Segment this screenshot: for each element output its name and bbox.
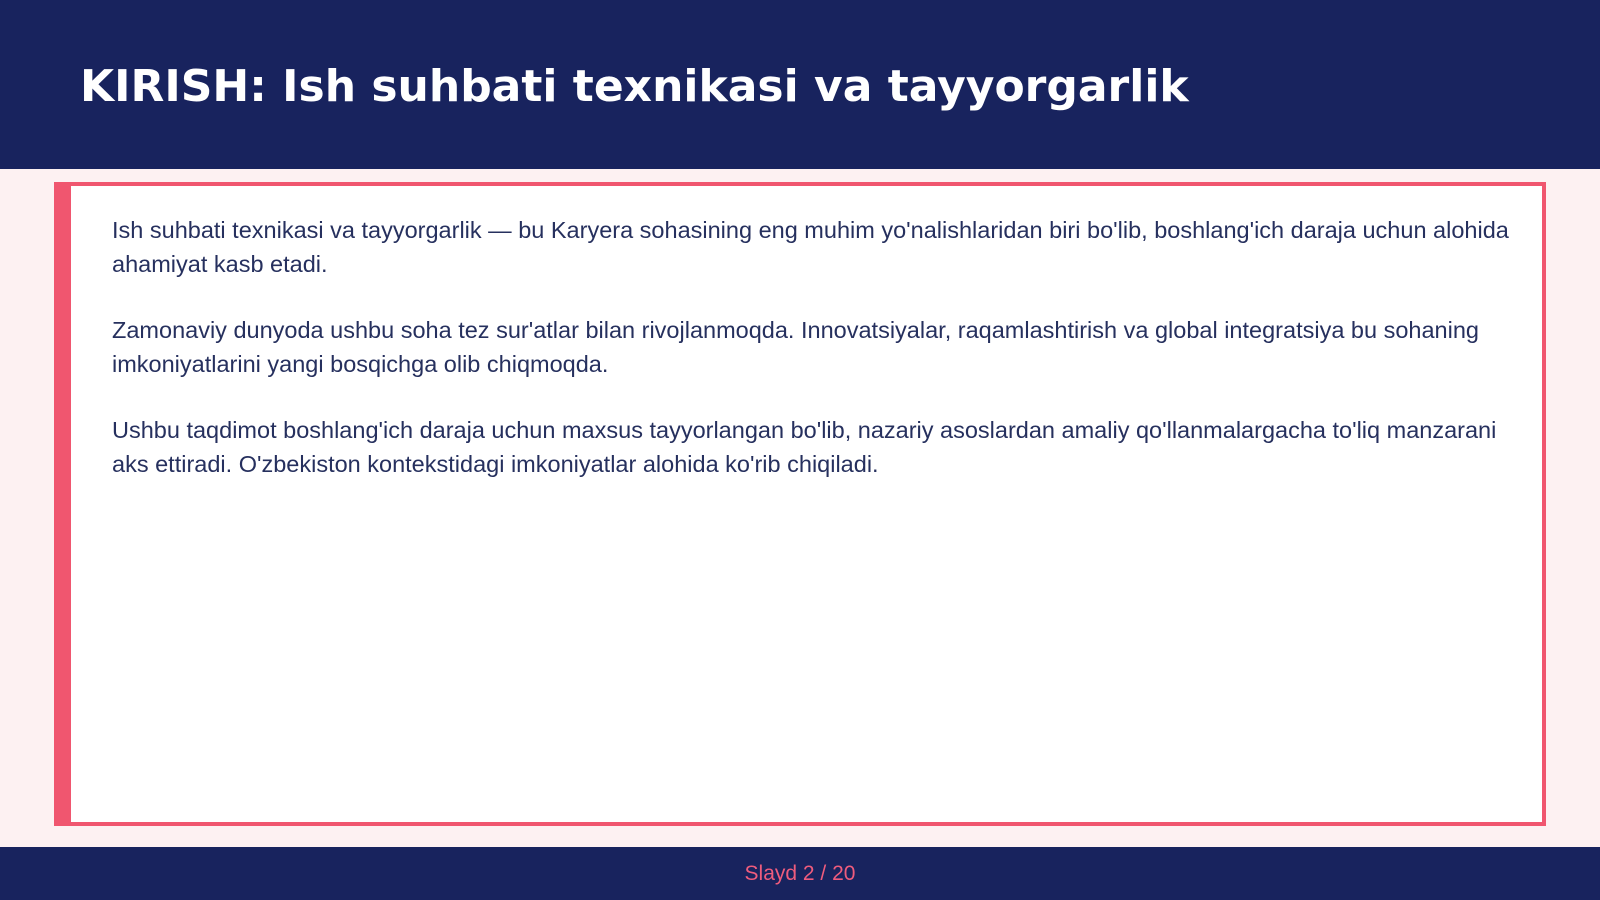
slide-title: KIRISH: Ish suhbati texnikasi va tayyorgarlik (80, 61, 1189, 112)
slide-header (0, 0, 1600, 169)
slide-footer (0, 847, 1600, 900)
body-paragraph-modern-world: Zamonaviy dunyoda ushbu soha tez sur'atlar bilan rivojlanmoqda. Innovatsiyalar, raqamlashtirish va global integratsiya bu sohaning imkoniyatlarini yangi bosqichga olib chiqmoqda. (112, 317, 1479, 377)
body-paragraph-presentation-scope: Ushbu taqdimot boshlang'ich daraja uchun maxsus tayyorlangan bo'lib, nazariy asoslardan amaliy qo'llanmalargacha to'liq manzarani aks ettiradi. O'zbekiston kontekstidagi imkoniyatlar alohida ko'rib chiqiladi. (112, 417, 1497, 477)
body-paragraph-intro: Ish suhbati texnikasi va tayyorgarlik — bu Karyera sohasining eng muhim yo'nalishlaridan biri bo'lib, boshlang'ich daraja uchun alohida ahamiyat kasb etadi. (112, 217, 1509, 277)
slide-counter: Slayd 2 / 20 (744, 862, 856, 885)
